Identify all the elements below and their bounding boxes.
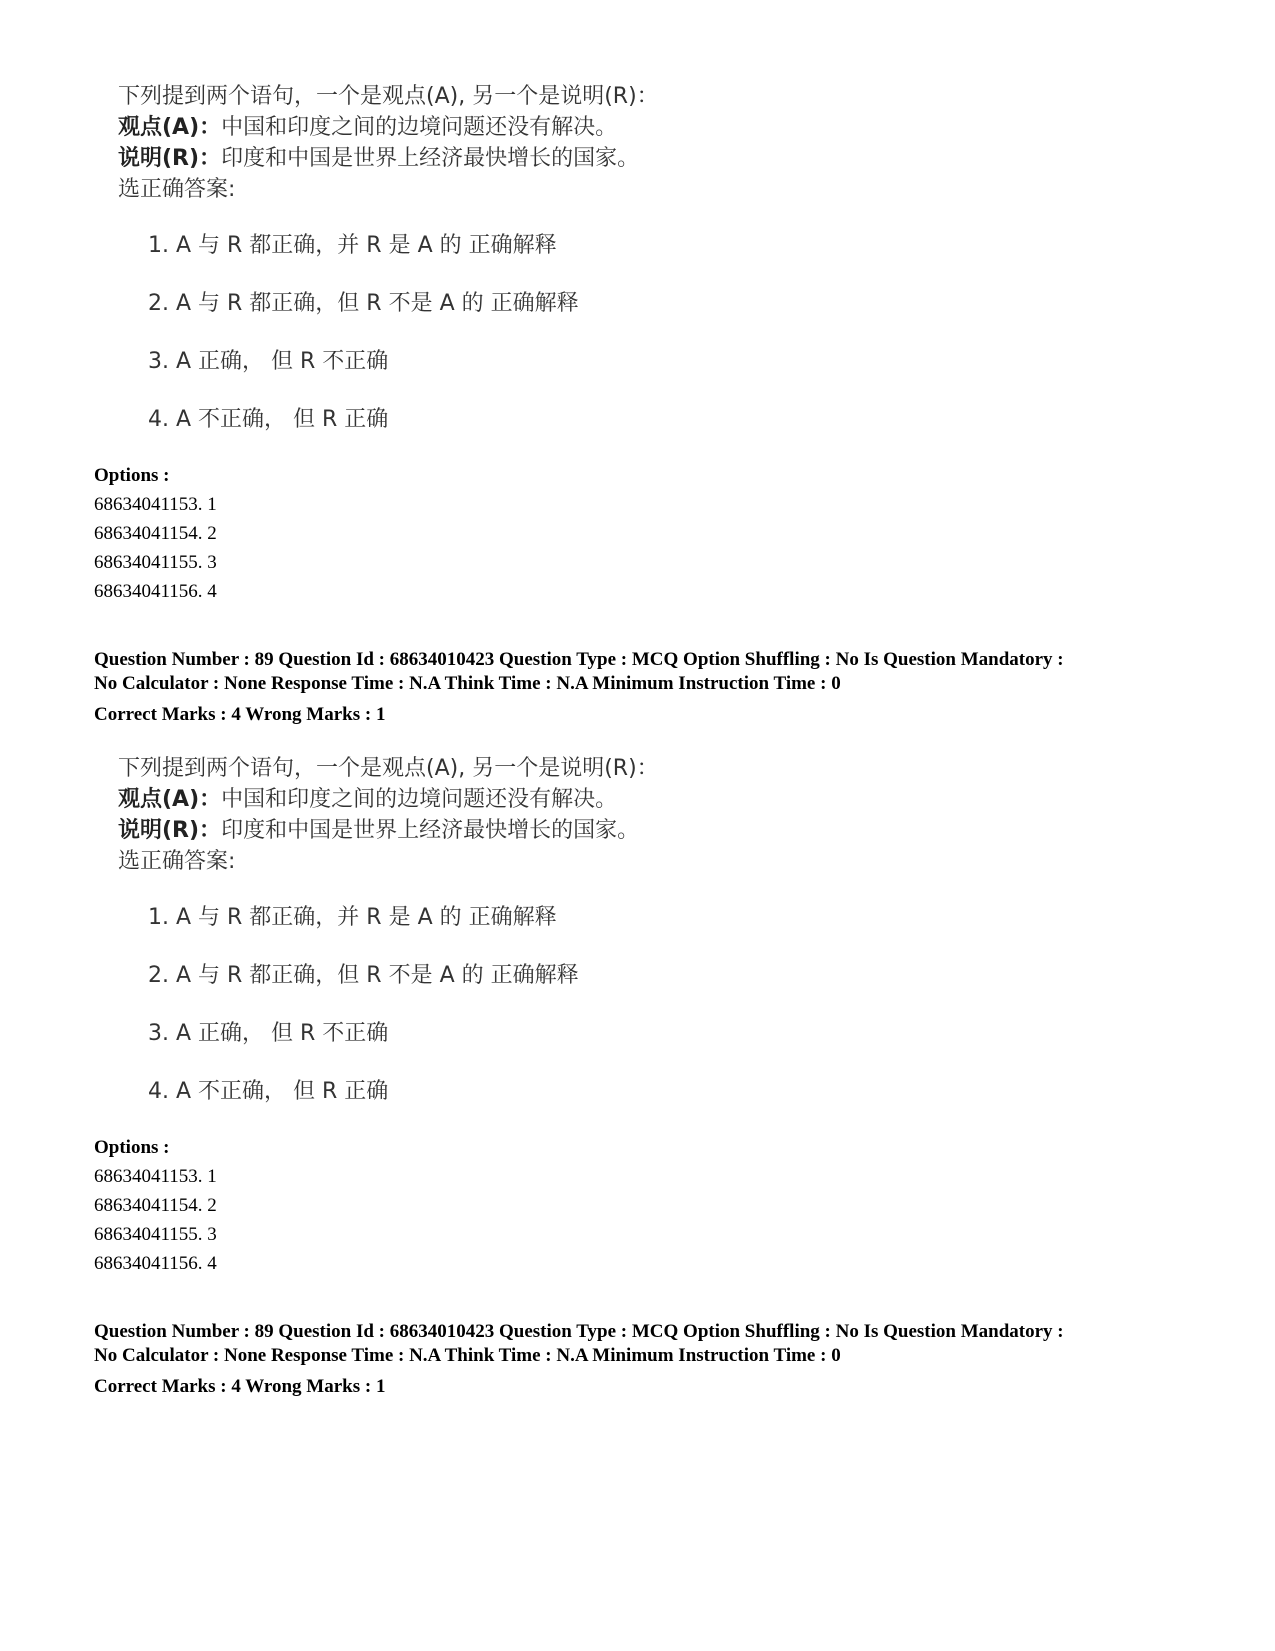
choice-item: 4. A 不正确， 但 R 正确: [148, 407, 389, 432]
reason-label: 说明(R)：: [118, 146, 222, 171]
choice-item: 2. A 与 R 都正确，但 R 不是 A 的 正确解释: [148, 963, 579, 988]
reason-text: 印度和中国是世界上经济最快增长的国家。: [221, 818, 640, 843]
choice-item: 2. A 与 R 都正确，但 R 不是 A 的 正确解释: [148, 291, 579, 316]
question-meta-line2: No Calculator : None Response Time : N.A Think Time : N.A Minimum Instruction Time : 0: [94, 673, 841, 694]
question-meta-line1: Question Number : 89 Question Id : 68634010423 Question Type : MCQ Option Shuffling : No Is Question Mandatory :: [94, 649, 1064, 670]
question-meta-line2: No Calculator : None Response Time : N.A Think Time : N.A Minimum Instruction Time : 0: [94, 1345, 841, 1366]
choice-list: [118, 231, 738, 463]
option-item: 68634041154. 2: [94, 1195, 217, 1216]
question-marks: Correct Marks : 4 Wrong Marks : 1: [94, 704, 386, 725]
choice-item: 4. A 不正确， 但 R 正确: [148, 1079, 389, 1104]
options-title: Options :: [94, 1137, 170, 1158]
question-image-1: [118, 81, 738, 463]
question-intro: 下列提到两个语句，一个是观点(A), 另一个是说明(R)：: [118, 756, 659, 781]
assertion-label: 观点(A)：: [118, 115, 222, 140]
option-item: 68634041156. 4: [94, 581, 217, 602]
choice-list: [118, 903, 738, 1135]
options-section-1: [94, 461, 1214, 606]
question-meta-line1: Question Number : 89 Question Id : 68634010423 Question Type : MCQ Option Shuffling : No Is Question Mandatory :: [94, 1321, 1064, 1342]
reason-text: 印度和中国是世界上经济最快增长的国家。: [221, 146, 640, 171]
assertion-text: 中国和印度之间的边境问题还没有解决。: [221, 115, 618, 140]
reason-label: 说明(R)：: [118, 818, 222, 843]
question-meta-1: [94, 648, 1214, 729]
reason-line: [118, 815, 738, 846]
assertion-label: 观点(A)：: [118, 787, 222, 812]
option-item: 68634041153. 1: [94, 1166, 217, 1187]
option-item: 68634041156. 4: [94, 1253, 217, 1274]
assertion-line: [118, 784, 738, 815]
options-section-2: [94, 1133, 1214, 1278]
assertion-text: 中国和印度之间的边境问题还没有解决。: [221, 787, 618, 812]
question-image-2: [118, 753, 738, 1135]
question-instruction: 选正确答案:: [118, 177, 236, 202]
assertion-line: [118, 112, 738, 143]
option-item: 68634041153. 1: [94, 494, 217, 515]
options-title: Options :: [94, 465, 170, 486]
option-item: 68634041154. 2: [94, 523, 217, 544]
choice-item: 3. A 正确， 但 R 不正确: [148, 349, 389, 374]
question-intro: 下列提到两个语句，一个是观点(A), 另一个是说明(R)：: [118, 84, 659, 109]
option-item: 68634041155. 3: [94, 552, 217, 573]
question-meta-2: [94, 1320, 1214, 1401]
question-instruction: 选正确答案:: [118, 849, 236, 874]
reason-line: [118, 143, 738, 174]
choice-item: 1. A 与 R 都正确，并 R 是 A 的 正确解释: [148, 233, 557, 258]
option-item: 68634041155. 3: [94, 1224, 217, 1245]
question-marks: Correct Marks : 4 Wrong Marks : 1: [94, 1376, 386, 1397]
choice-item: 3. A 正确， 但 R 不正确: [148, 1021, 389, 1046]
choice-item: 1. A 与 R 都正确，并 R 是 A 的 正确解释: [148, 905, 557, 930]
